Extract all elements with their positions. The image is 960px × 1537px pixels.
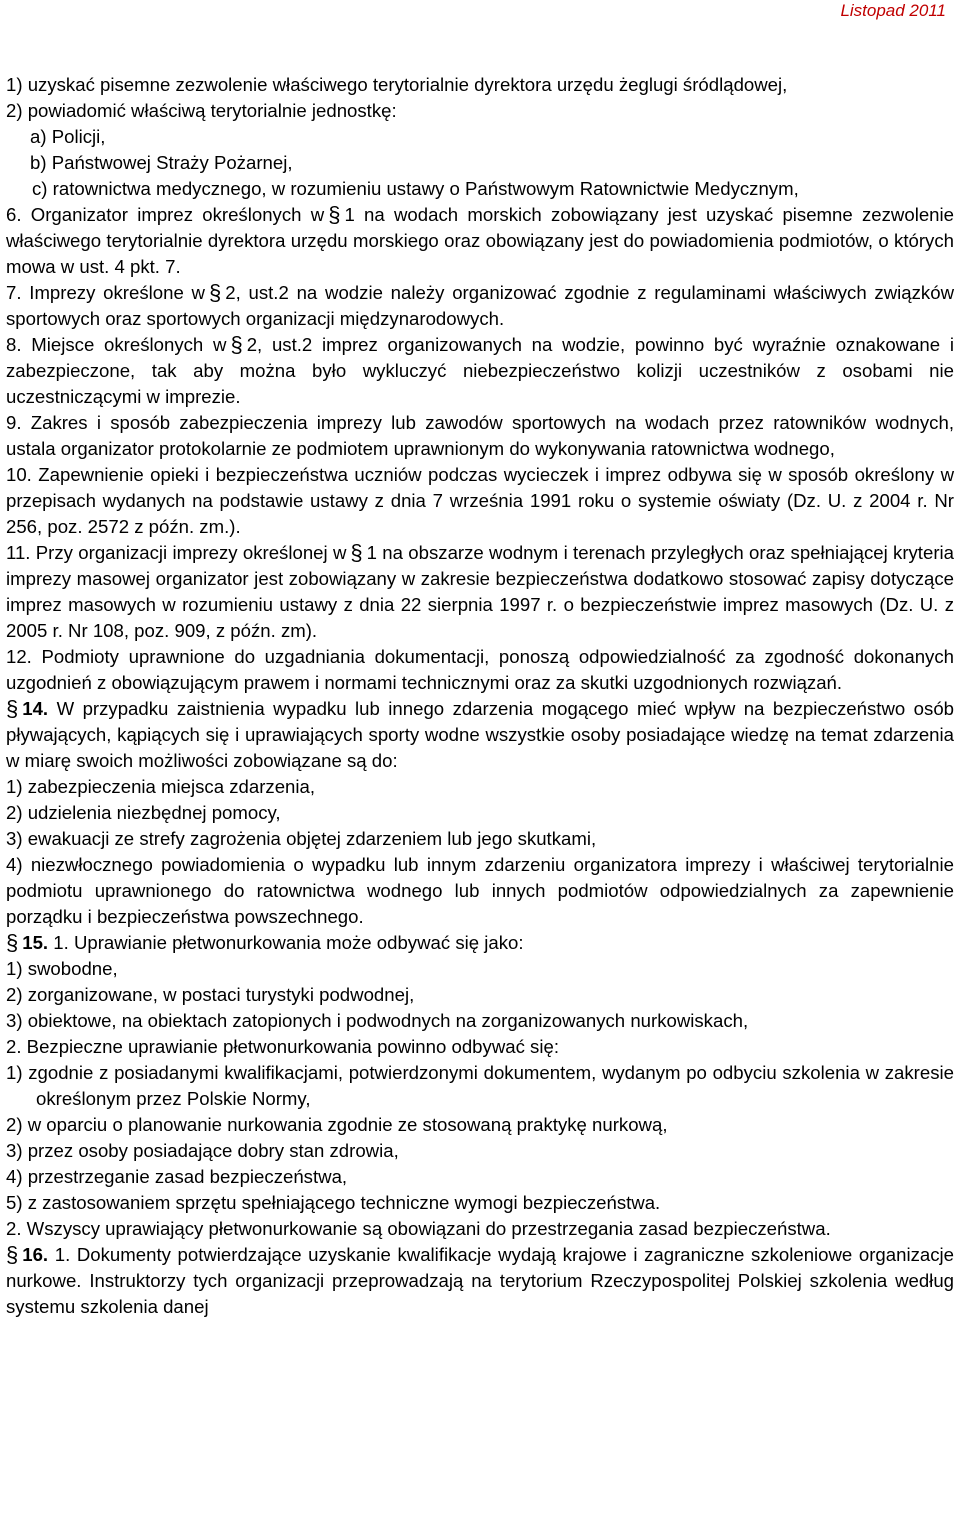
list-item: 4) przestrzeganie zasad bezpieczeństwa, <box>6 1166 348 1187</box>
paragraph: 9. Zakres i sposób zabezpieczenia imprezy lub zawodów sportowych na wodach przez ratowników wodnych, ustala organizator protokolarnie ze podmiotem uprawnionym do wykonywania ratownictwa wodnego, <box>6 412 954 459</box>
section-text: 1. Uprawianie płetwonurkowania może odbywać się jako: <box>53 932 524 953</box>
section-sign: § <box>6 1242 19 1267</box>
paragraph <box>6 540 954 644</box>
list-item: 1) zabezpieczenia miejsca zdarzenia, <box>6 776 316 797</box>
list-item: 3) obiektowe, na obiektach zatopionych i podwodnych na zorganizowanych nurkowiskach, <box>6 1010 749 1031</box>
section-sign: § <box>6 696 19 721</box>
paragraph-text: 2, ust.2 na wodzie należy organizować zgodnie z regulaminami właściwych związków sportowych oraz sportowych organizacji międzynarodowych. <box>6 282 954 329</box>
paragraph: 10. Zapewnienie opieki i bezpieczeństwa uczniów podczas wycieczek i imprez odbywa się w sposób określony w przepisach wydanych na podstawie ustawy z dnia 7 września 1991 roku o systemie oświaty (Dz. U. z 2004 r. Nr 256, poz. 2572 z późn. zm.). <box>6 464 954 537</box>
list-item: 3) ewakuacji ze strefy zagrożenia objętej zdarzeniem lub jego skutkami, <box>6 828 597 849</box>
section-15 <box>6 930 954 956</box>
list-item: 1) swobodne, <box>6 958 118 979</box>
list-item: 2) udzielenia niezbędnej pomocy, <box>6 802 281 823</box>
section-sign: § <box>208 280 222 305</box>
paragraph-text: 2, ust.2 imprez organizowanych na wodzie, powinno być wyraźnie oznakowane i zabezpieczone, tak aby można było wykluczyć niebezpieczeństwo kolizji uczestników z osobami nie uczestniczącymi w imprezie. <box>6 334 954 407</box>
section-sign: § <box>6 930 19 955</box>
paragraph: 2. Wszyscy uprawiający płetwonurkowanie są obowiązani do przestrzegania zasad bezpieczeństwa. <box>6 1218 831 1239</box>
section-text: W przypadku zaistnienia wypadku lub innego zdarzenia mogącego mieć wpływ na bezpieczeństwo osób pływających, kąpiących się i uprawiających sporty wodne wszystkie osoby posiadające wiedzę na temat zdarzenia w miarę swoich możliwości zobowiązane są do: <box>6 698 954 771</box>
list-item: 5) z zastosowaniem sprzętu spełniającego techniczne wymogi bezpieczeństwa. <box>6 1192 661 1213</box>
paragraph <box>6 202 954 280</box>
section-number: 14. <box>22 698 49 719</box>
list-item: 1) zgodnie z posiadanymi kwalifikacjami, potwierdzonymi dokumentem, wydanym po odbyciu szkolenia w zakresie określonym przez Polskie Normy, <box>6 1062 954 1109</box>
section-number: 16. <box>22 1244 49 1265</box>
section-16 <box>6 1242 954 1320</box>
paragraph <box>6 280 954 332</box>
page-header-date: Listopad 2011 <box>840 1 946 20</box>
list-item: 4) niezwłocznego powiadomienia o wypadku lub innym zdarzeniu organizatora imprezy i właściwej terytorialnie podmiotu uprawnionego do ratownictwa wodnego lub innych podmiotów odpowiedzialnych za zapewnienie porządku i bezpieczeństwa powszechnego. <box>6 854 954 927</box>
section-sign: § <box>328 202 341 227</box>
section-text: 1. Dokumenty potwierdzające uzyskanie kwalifikacje wydają krajowe i zagraniczne szkoleniowe organizacje nurkowe. Instruktorzy tych organizacji przeprowadzają na terytorium Rzeczypospolitej Polskiej szkolenia według systemu szkolenia danej <box>6 1244 954 1317</box>
section-sign: § <box>230 332 243 357</box>
list-item: 2) zorganizowane, w postaci turystyki podwodnej, <box>6 984 415 1005</box>
list-item: c) ratownictwa medycznego, w rozumieniu ustawy o Państwowym Ratownictwie Medycznym, <box>32 178 799 199</box>
section-number: 15. <box>22 932 49 953</box>
section-sign: § <box>350 540 363 565</box>
paragraph: 12. Podmioty uprawnione do uzgadniania dokumentacji, ponoszą odpowiedzialność za zgodność dokonanych uzgodnień z obowiązującym prawem i normami technicznymi oraz za skutki uzgodnionych rozwiązań. <box>6 646 954 693</box>
paragraph-lead: 6. Organizator imprez określonych w <box>6 204 325 225</box>
paragraph-lead: 8. Miejsce określonych w <box>6 334 227 355</box>
paragraph <box>6 332 954 410</box>
list-item: b) Państwowej Straży Pożarnej, <box>30 152 293 173</box>
list-item: 2) powiadomić właściwą terytorialnie jednostkę: <box>6 100 397 121</box>
paragraph-text: 1 na wodach morskich zobowiązany jest uzyskać pisemne zezwolenie właściwego terytorialnie dyrektora urzędu morskiego oraz obowiązany jest do powiadomienia podmiotów, o których mowa w ust. 4 pkt. 7. <box>6 204 954 277</box>
document-body <box>6 72 954 1320</box>
paragraph: 2. Bezpieczne uprawianie płetwonurkowania powinno odbywać się: <box>6 1036 559 1057</box>
list-item: a) Policji, <box>30 126 106 147</box>
list-item: 3) przez osoby posiadające dobry stan zdrowia, <box>6 1140 399 1161</box>
section-14 <box>6 696 954 774</box>
paragraph-text: 1 na obszarze wodnym i terenach przyległych oraz spełniającej kryteria imprezy masowej organizator jest zobowiązany w zakresie bezpieczeństwa dodatkowo stosować zapisy dotyczące imprez masowych w rozumieniu ustawy z dnia 22 sierpnia 1997 r. o bezpieczeństwie imprez masowych (Dz. U. z 2005 r. Nr 108, poz. 909, z późn. zm). <box>6 542 954 641</box>
list-item: 1) uzyskać pisemne zezwolenie właściwego terytorialnie dyrektora urzędu żeglugi śródlądowej, <box>6 74 788 95</box>
list-item: 2) w oparciu o planowanie nurkowania zgodnie ze stosowaną praktykę nurkową, <box>6 1114 668 1135</box>
paragraph-lead: 7. Imprezy określone w <box>6 282 205 303</box>
paragraph-lead: 11. Przy organizacji imprezy określonej w <box>6 542 347 563</box>
